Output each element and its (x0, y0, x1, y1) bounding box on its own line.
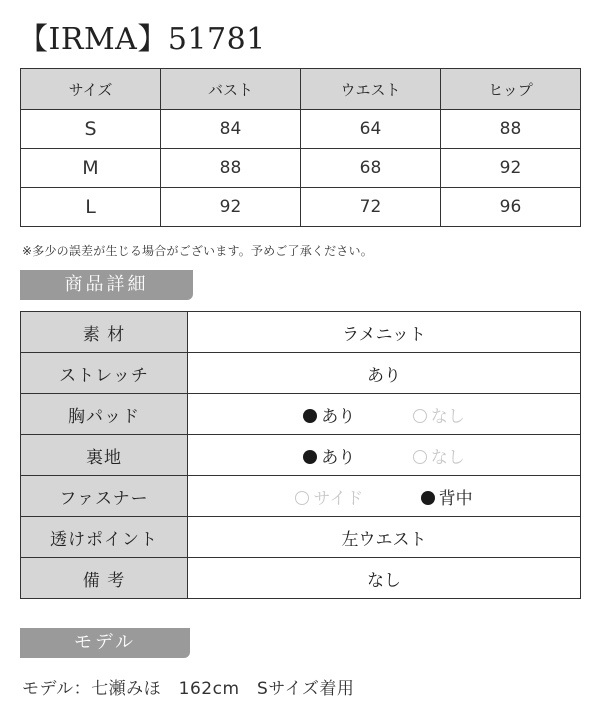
lining-yes-label: あり (321, 447, 356, 468)
lining-no-label: なし (430, 447, 465, 468)
table-row (21, 188, 581, 227)
detail-row-material (21, 312, 581, 353)
pad-option-yes (303, 402, 355, 427)
detail-row-stretch (21, 353, 581, 394)
detail-row-pad (21, 394, 581, 435)
remarks-value: なし (188, 558, 581, 599)
lining-options (188, 435, 581, 476)
size-cell: L (21, 188, 161, 227)
empty-circle-icon (413, 409, 427, 423)
pad-label: 胸パッド (21, 394, 188, 435)
stretch-value: あり (188, 353, 581, 394)
size-table (20, 68, 581, 227)
fastener-back-label: 背中 (438, 488, 473, 509)
detail-row-lining (21, 435, 581, 476)
fastener-label: ファスナー (21, 476, 188, 517)
pad-options (188, 394, 581, 435)
remarks-label: 備 考 (21, 558, 188, 599)
bust-cell: 92 (161, 188, 301, 227)
fastener-options (188, 476, 581, 517)
sheer-value: 左ウエスト (188, 517, 581, 558)
bust-cell: 88 (161, 149, 301, 188)
details-section-tab: 商品詳細 (20, 270, 193, 300)
measurement-note: ※多少の誤差が生じる場合がございます。予めご了承ください。 (22, 244, 373, 258)
lining-option-yes (303, 443, 355, 468)
fastener-side-label: サイド (313, 488, 364, 509)
pad-option-no (413, 402, 465, 427)
page-title: 【IRMA】51781 (18, 22, 266, 57)
hip-cell: 92 (441, 149, 581, 188)
empty-circle-icon (295, 491, 309, 505)
header-hip: ヒップ (441, 69, 581, 110)
table-row (21, 149, 581, 188)
detail-row-fastener (21, 476, 581, 517)
header-waist: ウエスト (301, 69, 441, 110)
material-value: ラメニット (188, 312, 581, 353)
header-bust: バスト (161, 69, 301, 110)
lining-option-no (413, 443, 465, 468)
hip-cell: 88 (441, 110, 581, 149)
table-row (21, 110, 581, 149)
waist-cell: 64 (301, 110, 441, 149)
sheer-label: 透けポイント (21, 517, 188, 558)
details-table (20, 311, 581, 599)
waist-cell: 72 (301, 188, 441, 227)
pad-yes-label: あり (321, 406, 356, 427)
material-label: 素 材 (21, 312, 188, 353)
lining-label: 裏地 (21, 435, 188, 476)
detail-row-remarks (21, 558, 581, 599)
empty-circle-icon (413, 450, 427, 464)
bust-cell: 84 (161, 110, 301, 149)
fastener-option-side (295, 484, 363, 509)
detail-row-sheer (21, 517, 581, 558)
waist-cell: 68 (301, 149, 441, 188)
pad-no-label: なし (430, 406, 465, 427)
model-section-tab: モデル (20, 628, 190, 658)
fastener-option-back (421, 484, 473, 509)
filled-circle-icon (303, 450, 317, 464)
filled-circle-icon (421, 491, 435, 505)
stretch-label: ストレッチ (21, 353, 188, 394)
size-table-header (21, 69, 581, 110)
filled-circle-icon (303, 409, 317, 423)
size-cell: M (21, 149, 161, 188)
hip-cell: 96 (441, 188, 581, 227)
header-size: サイズ (21, 69, 161, 110)
model-info: モデル：七瀬みほ 162cm Sサイズ着用 (22, 679, 355, 699)
size-cell: S (21, 110, 161, 149)
